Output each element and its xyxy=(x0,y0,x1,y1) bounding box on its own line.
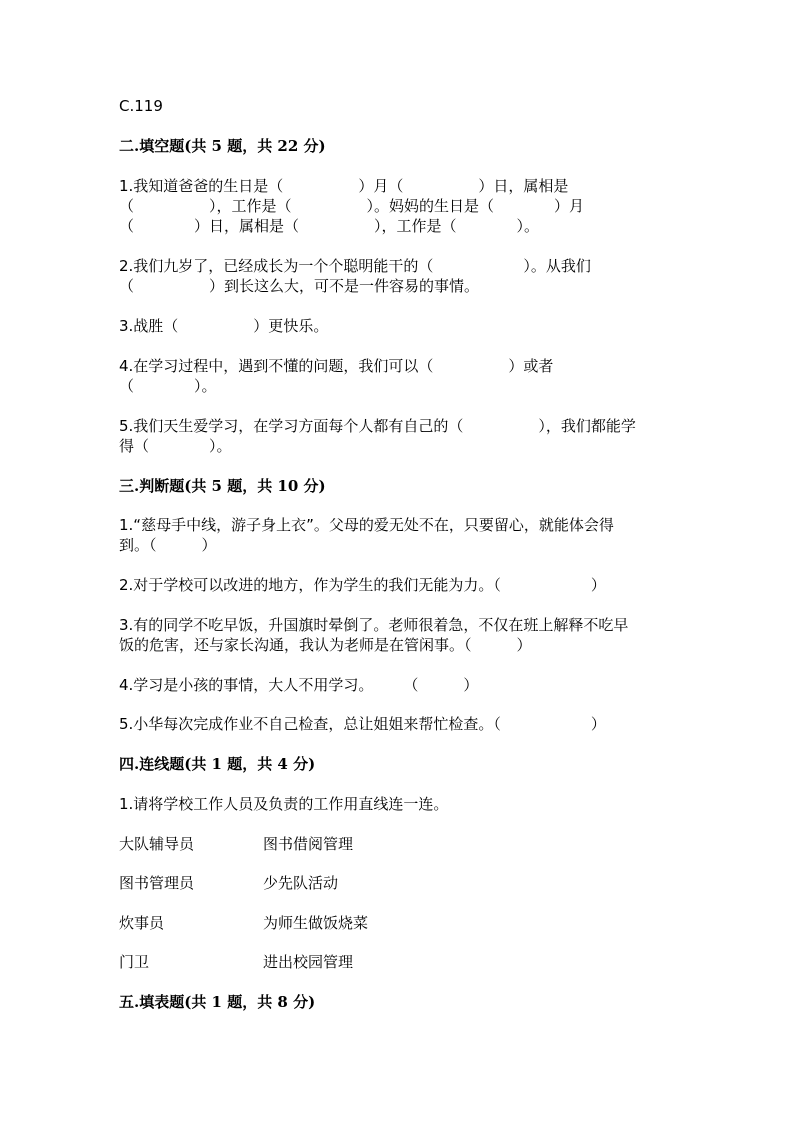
s2-q4-line-2: （ ）。 xyxy=(119,377,217,395)
s2-q1-line-2: （ ），工作是（ ）。妈妈的生日是（ ）月 xyxy=(119,197,585,215)
staff-item: 大队辅导员 xyxy=(119,835,195,853)
duty-item: 为师生做饭烧菜 xyxy=(263,914,369,932)
s3-q3-line-1: 3.有的同学不吃早饭，升国旗时晕倒了。老师很着急，不仅在班上解释不吃早 xyxy=(119,616,629,634)
s3-q2: 2.对于学校可以改进的地方，作为学生的我们无能为力。（ ） xyxy=(119,576,606,594)
duty-item: 进出校园管理 xyxy=(263,953,354,971)
staff-item: 门卫 xyxy=(119,953,150,971)
s2-q1-line-3: （ ）日，属相是（ ），工作是（ ）。 xyxy=(119,217,540,235)
s4-q1: 1.请将学校工作人员及负责的工作用直线连一连。 xyxy=(119,795,449,813)
s3-q4: 4.学习是小孩的事情，大人不用学习。 （ ） xyxy=(119,676,479,694)
section-4-heading: 四.连线题(共 1 题，共 4 分) xyxy=(119,755,316,773)
s2-q5-line-2: 得（ ）。 xyxy=(119,437,232,455)
duty-item: 少先队活动 xyxy=(263,874,339,892)
duty-item: 图书借阅管理 xyxy=(263,835,354,853)
s3-q5: 5.小华每次完成作业不自己检查，总让姐姐来帮忙检查。（ ） xyxy=(119,715,606,733)
staff-item: 炊事员 xyxy=(119,914,165,932)
s2-q2-line-2: （ ）到长这么大，可不是一件容易的事情。 xyxy=(119,277,480,295)
s2-q3: 3.战胜（ ）更快乐。 xyxy=(119,317,329,335)
s2-q5-line-1: 5.我们天生爱学习，在学习方面每个人都有自己的（ ），我们都能学 xyxy=(119,417,636,435)
section-3-heading: 三.判断题(共 5 题，共 10 分) xyxy=(119,477,326,495)
s3-q3-line-2: 饭的危害，还与家长沟通，我认为老师是在管闲事。（ ） xyxy=(119,636,532,654)
section-5-heading: 五.填表题(共 1 题，共 8 分) xyxy=(119,993,316,1011)
s2-q1-line-1: 1.我知道爸爸的生日是（ ）月（ ）日，属相是 xyxy=(119,177,569,195)
staff-item: 图书管理员 xyxy=(119,874,195,892)
option-c: C.119 xyxy=(119,97,163,115)
section-2-heading: 二.填空题(共 5 题，共 22 分) xyxy=(119,137,326,155)
s3-q1-line-2: 到。（ ） xyxy=(119,536,217,554)
s2-q2-line-1: 2.我们九岁了，已经成长为一个个聪明能干的（ ）。从我们 xyxy=(119,257,591,275)
s2-q4-line-1: 4.在学习过程中，遇到不懂的问题，我们可以（ ）或者 xyxy=(119,357,554,375)
s3-q1-line-1: 1.“慈母手中线，游子身上衣”。父母的爱无处不在，只要留心，就能体会得 xyxy=(119,516,614,534)
